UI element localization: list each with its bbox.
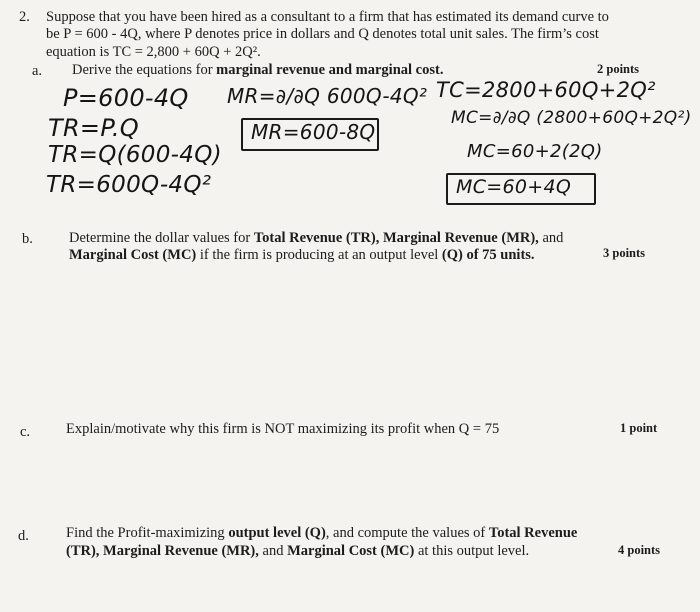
handwritten-tr-definition: TR=P.Q — [48, 114, 139, 142]
part-b-text-1: Determine the dollar values for — [69, 230, 254, 246]
handwritten-mc-step: MC=60+2(2Q) — [467, 141, 603, 162]
part-a-prompt-bold: marginal revenue and marginal cost. — [216, 62, 444, 78]
part-d-text-7: Marginal Cost (MC) — [287, 543, 415, 559]
part-d-prompt-line-1 — [66, 525, 577, 542]
handwritten-mr-result: MR=600-8Q — [251, 120, 376, 144]
part-b-text-7: of 75 units. — [462, 247, 535, 263]
part-a-prompt-plain: Derive the equations for — [72, 62, 217, 78]
handwritten-mc-derivative: MC=∂/∂Q (2800+60Q+2Q²) — [451, 108, 692, 128]
handwritten-tr-substitution: TR=Q(600-4Q) — [48, 142, 222, 168]
part-d-text-8: at this output level. — [414, 543, 530, 559]
part-d-text-5: (TR), Marginal Revenue (MR), — [66, 543, 259, 559]
question-intro-line-1: Suppose that you have been hired as a consultant to a firm that has estimated its demand curve to — [46, 9, 609, 25]
part-b-points: 3 points — [603, 246, 646, 260]
part-a-prompt — [72, 62, 443, 79]
handwritten-mc-result: MC=60+4Q — [456, 176, 572, 198]
question-intro-line-3: equation is TC = 2,800 + 60Q + 2Q². — [46, 44, 261, 60]
handwritten-tr-result: TR=600Q-4Q² — [46, 172, 212, 198]
part-d-points: 4 points — [618, 543, 661, 557]
part-c-points: 1 point — [620, 421, 658, 435]
handwritten-mr-derivative: MR=∂/∂Q 600Q-4Q² — [227, 84, 428, 108]
part-b-prompt-line-2 — [69, 247, 535, 264]
part-b-text-4: Marginal Cost (MC) — [69, 247, 197, 263]
part-a-points: 2 points — [597, 62, 640, 76]
part-b-letter: b. — [22, 231, 33, 247]
part-b-text-2: Total Revenue (TR), Marginal Revenue (MR), — [253, 230, 539, 246]
question-number: 2. — [19, 9, 30, 25]
part-d-text-6: and — [258, 543, 288, 559]
part-d-text-3: , and compute the values of — [325, 525, 489, 541]
part-b-text-6: (Q) — [441, 247, 463, 263]
part-b-text-3: and — [538, 230, 564, 246]
part-d-text-1: Find the Profit-maximizing — [66, 525, 229, 541]
part-b-prompt-line-1 — [69, 230, 563, 247]
handwritten-tc: TC=2800+60Q+2Q² — [436, 78, 656, 102]
part-b-text-5: if the firm is producing at an output level — [196, 247, 442, 263]
part-d-text-4: Total Revenue — [488, 525, 578, 541]
part-c-letter: c. — [20, 424, 31, 440]
question-intro-line-2: be P = 600 - 4Q, where P denotes price in dollars and Q denotes total unit sales. The firm’s cost — [46, 26, 599, 42]
part-d-prompt-line-2 — [66, 543, 529, 560]
part-a-letter: a. — [32, 63, 43, 79]
part-d-text-2: output level (Q) — [228, 525, 326, 541]
part-c-prompt: Explain/motivate why this firm is NOT maximizing its profit when Q = 75 — [66, 421, 500, 437]
part-d-letter: d. — [18, 528, 29, 544]
handwritten-demand: P=600-4Q — [63, 84, 189, 112]
